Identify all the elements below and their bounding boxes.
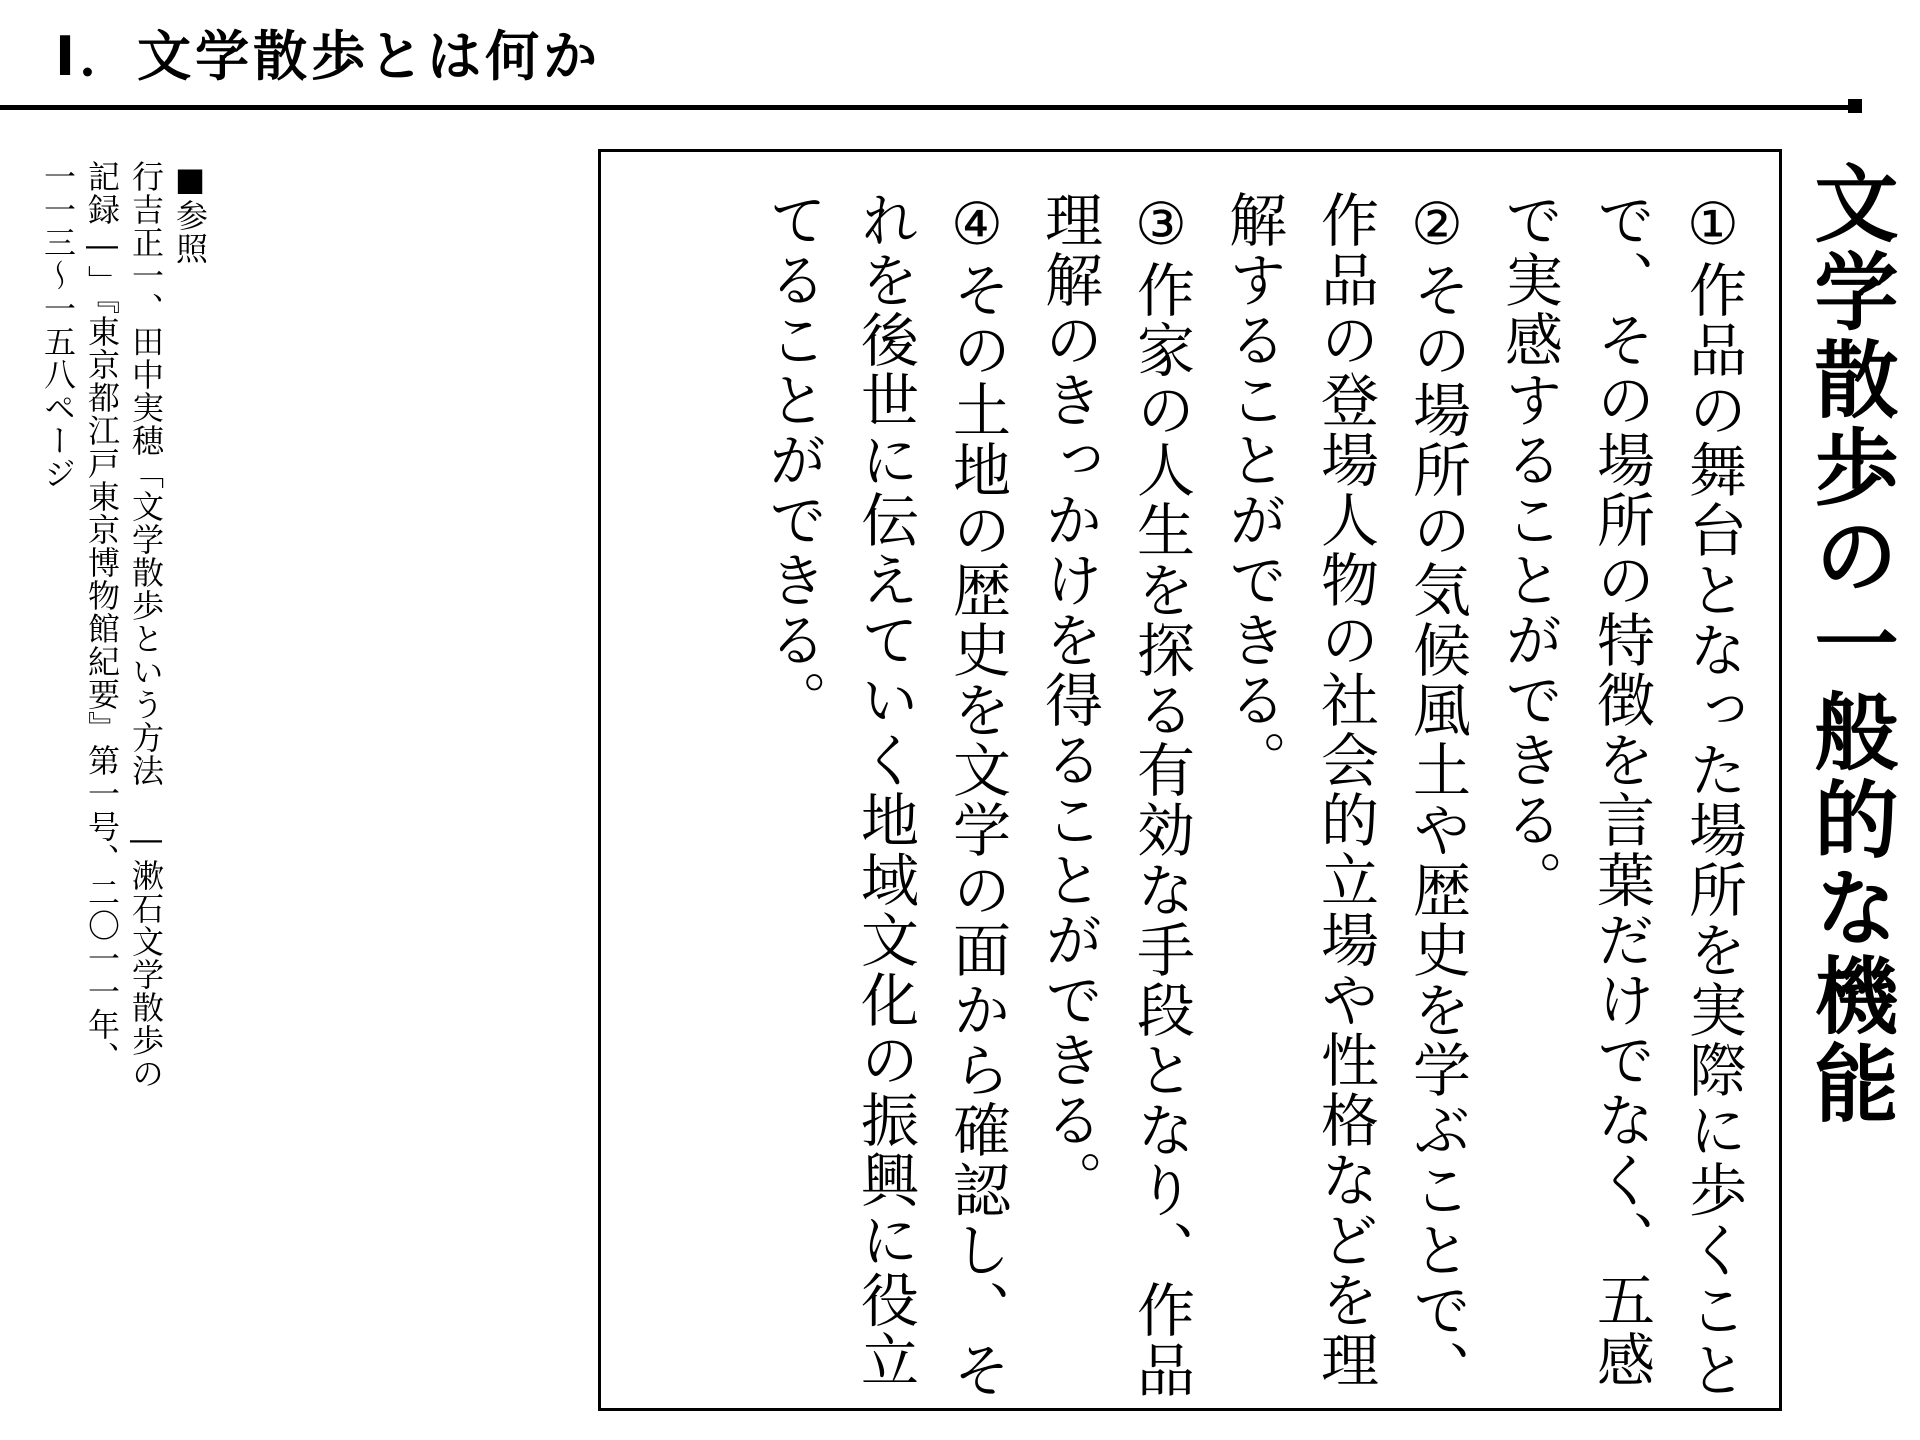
reference-line-1: 行吉正一、田中実穂「文学散歩という方法 ―漱石文学散歩の — [127, 160, 165, 1090]
section-title: 文学散歩の一般的な機能 — [1801, 160, 1899, 1128]
divider-end-marker — [1848, 99, 1862, 113]
function-item-3: ③作家の人生を探る有効な手段となり、作品理解のきっかけを得ることができる。 — [1035, 190, 1195, 1400]
functions-box — [598, 149, 1782, 1411]
function-item-4: ④その土地の歴史を文学の面から確認し、それを後世に伝えていく地域文化の振興に役立てることができる。 — [759, 190, 1011, 1400]
reference-block — [36, 160, 212, 1400]
functions-list — [747, 190, 1759, 1400]
function-item-2: ②その場所の気候風土や歴史を学ぶことで、作品の登場人物の社会的立場や性格などを理解することができる。 — [1219, 190, 1471, 1400]
square-bullet-icon: ■ — [171, 160, 209, 199]
reference-heading: 参照 — [171, 199, 209, 265]
header-divider — [0, 105, 1855, 110]
page-title: Ⅰ．文学散歩とは何か — [55, 25, 602, 88]
reference-line-2: 記録―」『東京都江戸東京博物館紀要』第一号、二〇一一年、 — [83, 160, 121, 1074]
function-item-1: ①作品の舞台となった場所を実際に歩くことで、その場所の特徴を言葉だけでなく、五感で実感することができる。 — [1495, 190, 1747, 1400]
reference-line-3: 一一三～一五八ページ — [39, 160, 77, 490]
reference-heading-line — [168, 160, 212, 1400]
